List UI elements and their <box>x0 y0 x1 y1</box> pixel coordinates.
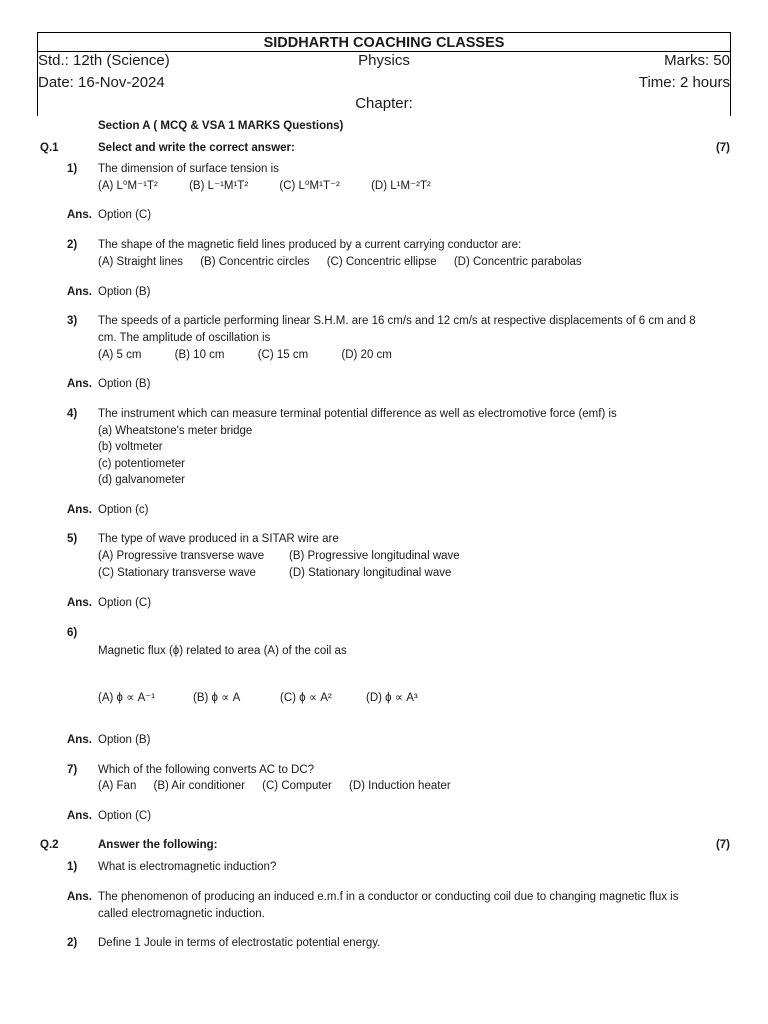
question-text: Magnetic flux (ϕ) related to area (A) of the coil as <box>98 645 347 657</box>
option: (b) voltmeter <box>98 441 163 453</box>
answer-label: Ans. <box>67 734 92 746</box>
option: (D) 20 cm <box>341 349 392 361</box>
option: (B) L⁻¹M¹T² <box>189 180 249 192</box>
question-number: 2) <box>67 937 78 949</box>
answer-label: Ans. <box>67 810 92 822</box>
exam-date: Date: 16-Nov-2024 <box>38 74 165 91</box>
question-number: 7) <box>67 764 78 776</box>
q2-label: Q.2 <box>40 839 59 851</box>
option: (B) Air conditioner <box>153 780 245 792</box>
chapter: Chapter: <box>355 95 413 112</box>
q1-title: Select and write the correct answer: <box>98 142 295 154</box>
option-row <box>98 178 445 195</box>
answer-text: Option (C) <box>98 597 152 609</box>
question-text: The type of wave produced in a SITAR wire are <box>98 533 339 545</box>
option: (A) L⁰M⁻¹T² <box>98 180 158 192</box>
option: (C) Concentric ellipse <box>326 256 437 268</box>
answer-label: Ans. <box>67 891 92 903</box>
answer-label: Ans. <box>67 378 92 390</box>
question-number: 3) <box>67 315 78 327</box>
answer-label: Ans. <box>67 504 92 516</box>
question-number: 1) <box>67 861 78 873</box>
option: (D) Stationary longitudinal wave <box>289 567 452 579</box>
question-text: The instrument which can measure terminal potential difference as well as electromotive force (emf) is <box>98 408 617 420</box>
option: (d) galvanometer <box>98 474 185 486</box>
option: (B) 10 cm <box>174 349 225 361</box>
total-marks: Marks: 50 <box>664 52 730 69</box>
option: (D) L¹M⁻²T² <box>371 180 431 192</box>
question-text: The speeds of a particle performing linear S.H.M. are 16 cm/s and 12 cm/s at respective displacements of 6 cm and 8 cm. The amplitude of oscillation is <box>98 315 696 344</box>
option: (B) Progressive longitudinal wave <box>289 550 460 562</box>
question-text: What is electromagnetic induction? <box>98 861 277 873</box>
section-title: Section A ( MCQ & VSA 1 MARKS Questions) <box>98 120 344 132</box>
q1-label: Q.1 <box>40 142 59 154</box>
answer-text: Option (C) <box>98 209 152 221</box>
option: (A) ϕ ∝ A⁻¹ <box>98 692 156 704</box>
option: (C) ϕ ∝ A² <box>280 692 332 704</box>
option: (a) Wheatstone's meter bridge <box>98 425 253 437</box>
option: (A) 5 cm <box>98 349 142 361</box>
question-number: 1) <box>67 163 78 175</box>
option: (C) Stationary transverse wave <box>98 567 256 579</box>
answer-text: Option (B) <box>98 734 151 746</box>
option: (A) Fan <box>98 780 137 792</box>
option: (C) 15 cm <box>257 349 309 361</box>
option-row <box>98 254 596 271</box>
institute-name: SIDDHARTH COACHING CLASSES <box>263 35 505 51</box>
option: (D) Induction heater <box>349 780 451 792</box>
option-row <box>98 347 406 364</box>
question-number: 2) <box>67 239 78 251</box>
question-number: 4) <box>67 408 78 420</box>
q2-title: Answer the following: <box>98 839 218 851</box>
option: (C) L⁰M¹T⁻² <box>279 180 340 192</box>
q1-marks: (7) <box>715 142 730 154</box>
answer-label: Ans. <box>67 597 92 609</box>
option: (B) Concentric circles <box>200 256 310 268</box>
answer-text: Option (B) <box>98 378 151 390</box>
option: (c) potentiometer <box>98 458 185 470</box>
subject: Physics <box>358 52 410 69</box>
question-text: Which of the following converts AC to DC? <box>98 764 315 776</box>
answer-text: Option (B) <box>98 286 151 298</box>
option: (D) Concentric parabolas <box>453 256 582 268</box>
answer-text: Option (C) <box>98 810 152 822</box>
answer-text: The phenomenon of producing an induced e.m.f in a conductor or conducting coil due to changing magnetic flux is called electromagnetic induction. <box>98 891 679 920</box>
q2-marks: (7) <box>715 839 730 851</box>
question-text: The dimension of surface tension is <box>98 163 279 175</box>
standard: Std.: 12th (Science) <box>38 52 170 69</box>
option: (B) ϕ ∝ A <box>193 692 241 704</box>
question-number: 5) <box>67 533 78 545</box>
option: (D) ϕ ∝ A³ <box>366 692 418 704</box>
answer-text: Option (c) <box>98 504 149 516</box>
answer-label: Ans. <box>67 209 92 221</box>
question-number: 6) <box>67 627 78 639</box>
paper-header <box>37 32 731 116</box>
option: (A) Straight lines <box>98 256 184 268</box>
answer-label: Ans. <box>67 286 92 298</box>
question-text: Define 1 Joule in terms of electrostatic potential energy. <box>98 937 381 949</box>
option-row <box>98 778 465 795</box>
question-text: The shape of the magnetic field lines produced by a current carrying conductor are: <box>98 239 522 251</box>
option: (C) Computer <box>262 780 332 792</box>
exam-time: Time: 2 hours <box>638 74 730 91</box>
option: (A) Progressive transverse wave <box>98 550 265 562</box>
